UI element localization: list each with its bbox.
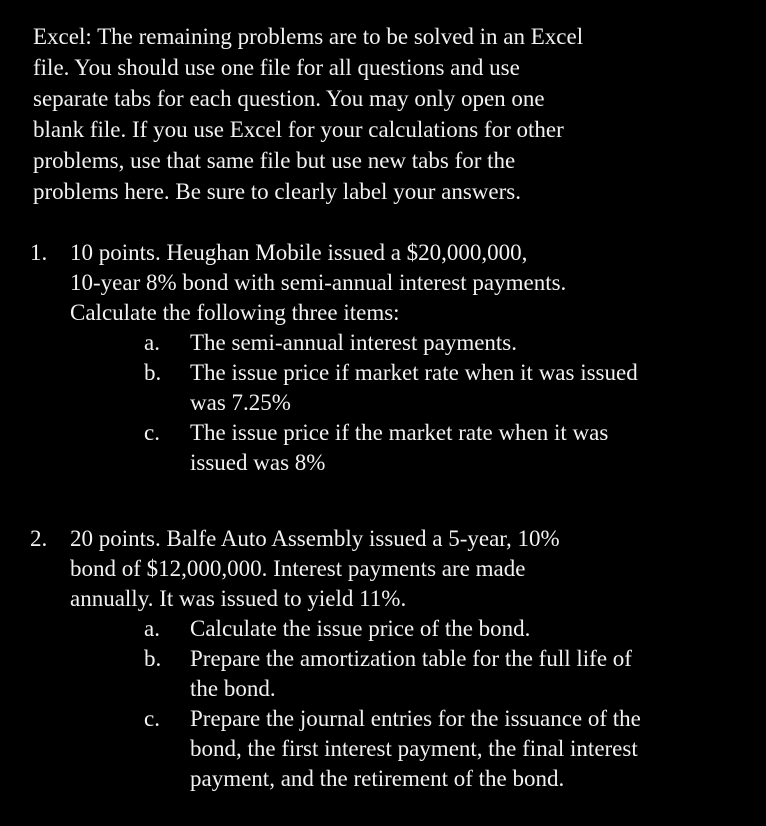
subitem-letter: c. (144, 420, 160, 445)
subitem-a (144, 328, 750, 358)
intro-paragraph (33, 21, 753, 207)
subitem-line: was 7.25% (190, 390, 291, 415)
subitem-letter: c. (144, 706, 160, 731)
problem-line: bond of $12,000,000. Interest payments are made (70, 556, 526, 581)
problem-number: 1. (30, 240, 48, 265)
problem-body (70, 524, 750, 794)
problem-line: annually. It was issued to yield 11%. (70, 586, 407, 611)
subitem-c (144, 418, 750, 478)
subitem-a (144, 614, 750, 644)
subitem-line: The issue price if the market rate when it was (190, 420, 609, 445)
subitem-line: bond, the first interest payment, the final interest (190, 736, 638, 761)
subitem-letter: a. (144, 616, 160, 641)
problem-line: 20 points. Balfe Auto Assembly issued a 5-year, 10% (70, 526, 560, 551)
problem-line: Calculate the following three items: (70, 300, 400, 325)
intro-line: problems, use that same file but use new tabs for the (33, 148, 516, 173)
subitem-c (144, 704, 750, 794)
subitem-line: Prepare the amortization table for the full life of (190, 646, 632, 671)
subitem-b (144, 358, 750, 418)
subitem-line: payment, and the retirement of the bond. (190, 766, 565, 791)
intro-line: problems here. Be sure to clearly label your answers. (33, 179, 521, 204)
subitem-letter: b. (144, 646, 162, 671)
intro-line: file. You should use one file for all questions and use (33, 55, 520, 80)
subitem-line: The issue price if market rate when it was issued (190, 360, 638, 385)
subitem-line: Prepare the journal entries for the issuance of the (190, 706, 641, 731)
problem-line: 10-year 8% bond with semi-annual interest payments. (70, 270, 567, 295)
subitem-line: the bond. (190, 676, 276, 701)
intro-line: blank file. If you use Excel for your calculations for other (33, 117, 564, 142)
subitem-line: issued was 8% (190, 450, 326, 475)
intro-line: Excel: The remaining problems are to be solved in an Excel (33, 24, 584, 49)
problem-number: 2. (30, 526, 48, 551)
problem-line: 10 points. Heughan Mobile issued a $20,000,000, (70, 240, 528, 265)
subitem-letter: b. (144, 360, 162, 385)
subitem-letter: a. (144, 330, 160, 355)
intro-line: separate tabs for each question. You may only open one (33, 86, 545, 111)
problem-body (70, 238, 750, 478)
subitem-b (144, 644, 750, 704)
subitem-line: Calculate the issue price of the bond. (190, 616, 531, 641)
subitem-line: The semi-annual interest payments. (190, 330, 518, 355)
